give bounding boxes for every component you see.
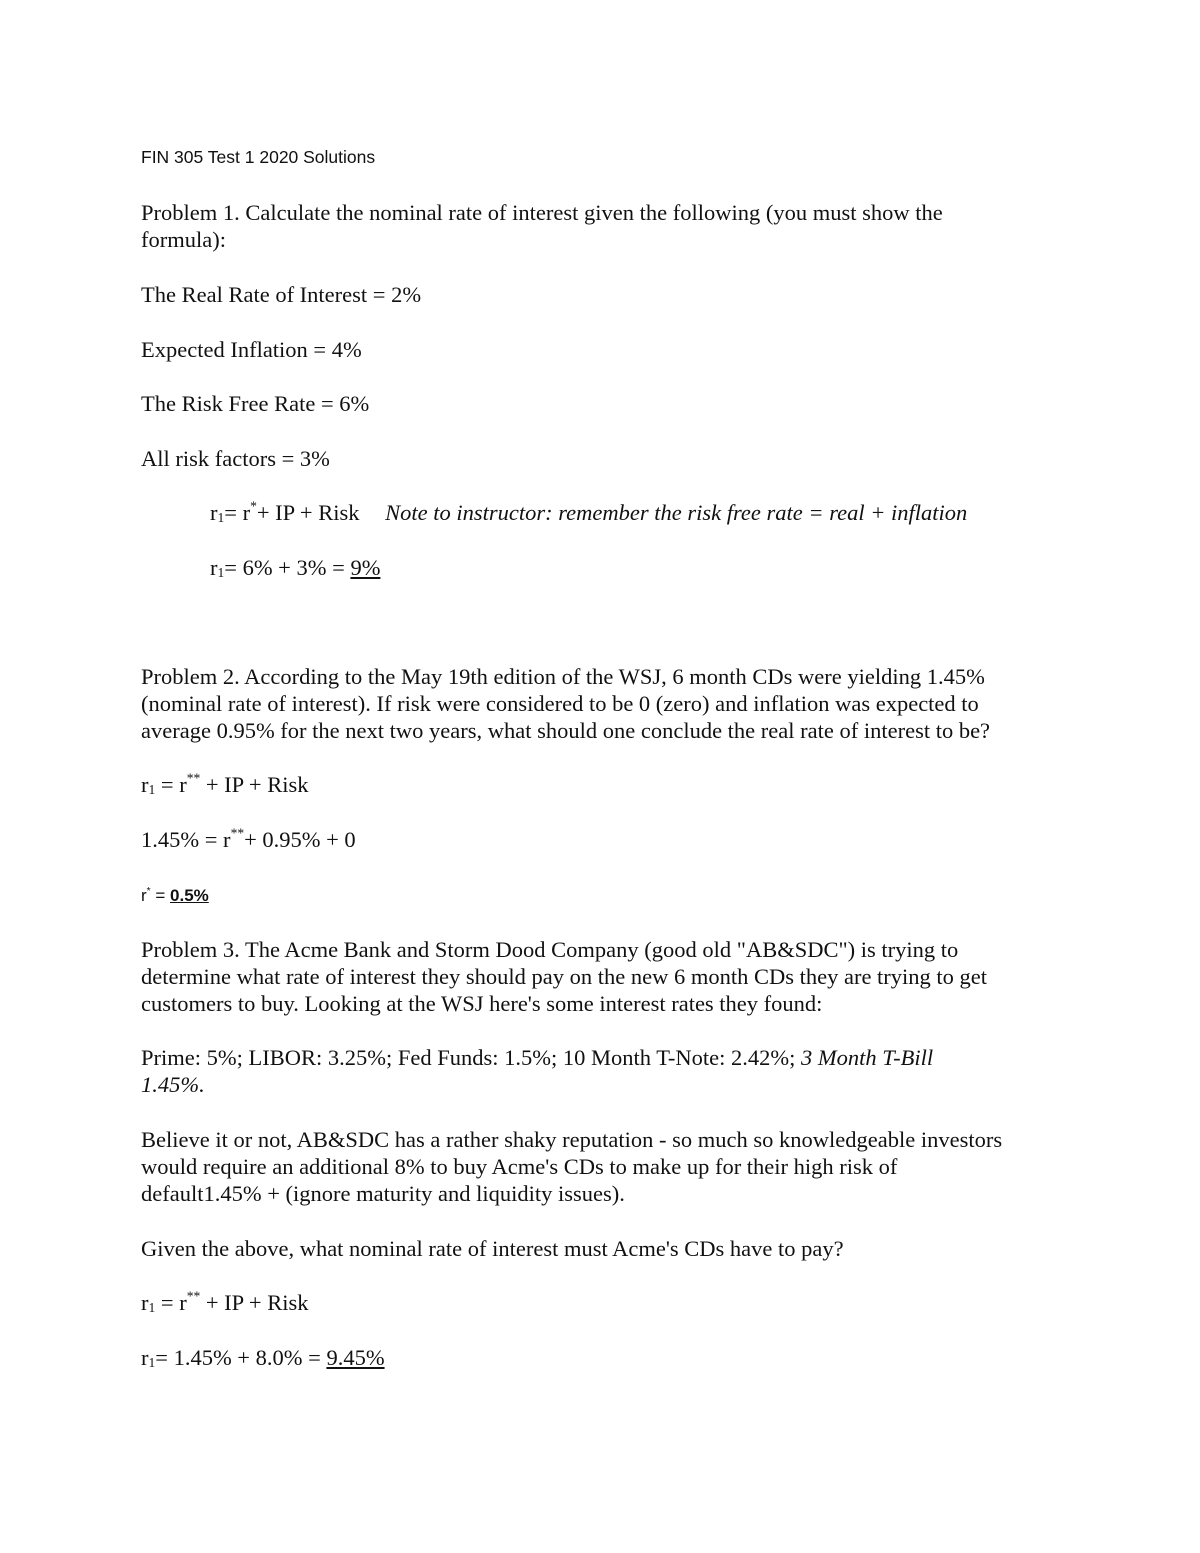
answer-r: r (210, 555, 218, 580)
equation-star: ** (230, 825, 245, 841)
formula-mid: = r (155, 1290, 187, 1315)
formula-star: ** (186, 770, 201, 786)
interest-rates-line-2: 1.45%. (141, 1072, 205, 1097)
problem-2-text-line-3: average 0.95% for the next two years, what should one conclude the real rate of interest to be? (141, 718, 991, 743)
answer-eq: = (150, 886, 171, 905)
answer-star: * (146, 885, 151, 897)
reputation-line-2: would require an additional 8% to buy Acme's CDs to make up for their high risk of (141, 1154, 898, 1179)
t-bill-label: 3 Month T-Bill (801, 1045, 934, 1070)
formula-rest: + IP + Risk (200, 772, 309, 797)
expected-inflation-line: Expected Inflation = 4% (141, 337, 362, 362)
formula-r: r (141, 1290, 149, 1315)
equation-right: + 0.95% + 0 (244, 827, 356, 852)
problem-3-text-line-3: customers to buy. Looking at the WSJ here's some interest rates they found: (141, 991, 823, 1016)
formula-r: r (210, 500, 218, 525)
page-title: FIN 305 Test 1 2020 Solutions (141, 147, 376, 167)
problem-1-answer (210, 554, 380, 581)
formula-subscript: 1 (148, 782, 156, 798)
problem-2-text-line-1: Problem 2. According to the May 19th edition of the WSJ, 6 month CDs were yielding 1.45% (141, 664, 985, 689)
formula-star: ** (186, 1288, 201, 1304)
problem-3-text-line-1: Problem 3. The Acme Bank and Storm Dood Company (good old "AB&SDC") is trying to (141, 937, 959, 962)
answer-r: r (141, 1345, 149, 1370)
reputation-line-3: default1.45% + (ignore maturity and liquidity issues). (141, 1181, 625, 1206)
problem-2-text-line-2: (nominal rate of interest). If risk were considered to be 0 (zero) and inflation was expected to (141, 691, 979, 716)
problem-2-formula (141, 771, 309, 798)
problem-1-text-line-1: Problem 1. Calculate the nominal rate of interest given the following (you must show the (141, 200, 943, 225)
problem-3-question: Given the above, what nominal rate of interest must Acme's CDs have to pay? (141, 1236, 844, 1261)
risk-factors-line: All risk factors = 3% (141, 446, 330, 471)
formula-subscript: 1 (217, 510, 225, 526)
formula-rest: + IP + Risk (200, 1290, 309, 1315)
answer-r: r (141, 886, 147, 905)
formula-mid: = r (224, 500, 251, 525)
formula-rest: + IP + Risk (256, 500, 360, 525)
answer-value: 9.45% (326, 1345, 385, 1370)
answer-text: = 6% + 3% = (224, 555, 351, 580)
reputation-line-1: Believe it or not, AB&SDC has a rather shaky reputation - so much so knowledgeable investors (141, 1127, 1003, 1152)
formula-r: r (141, 772, 149, 797)
problem-3-formula (141, 1289, 309, 1316)
answer-value: 0.5% (170, 886, 209, 905)
answer-subscript: 1 (217, 565, 225, 581)
rates-list: Prime: 5%; LIBOR: 3.25%; Fed Funds: 1.5%; 10 Month T-Note: 2.42%; (141, 1045, 802, 1070)
problem-2-equation (141, 826, 356, 853)
answer-subscript: 1 (148, 1355, 156, 1371)
interest-rates-line-1 (141, 1044, 933, 1071)
answer-value: 9% (350, 555, 381, 580)
instructor-note: Note to instructor: remember the risk free rate = real + inflation (385, 500, 968, 525)
problem-3-text-line-2: determine what rate of interest they should pay on the new 6 month CDs they are trying to get (141, 964, 988, 989)
equation-left: 1.45% = r (141, 827, 231, 852)
formula-star: * (250, 498, 257, 514)
problem-2-answer (141, 882, 209, 909)
answer-text: = 1.45% + 8.0% = (155, 1345, 327, 1370)
formula-mid: = r (155, 772, 187, 797)
problem-1-formula (210, 499, 967, 526)
problem-3-answer (141, 1344, 385, 1371)
real-rate-line: The Real Rate of Interest = 2% (141, 282, 422, 307)
risk-free-rate-line: The Risk Free Rate = 6% (141, 391, 370, 416)
problem-1-text-line-2: formula): (141, 227, 226, 252)
formula-subscript: 1 (148, 1300, 156, 1316)
